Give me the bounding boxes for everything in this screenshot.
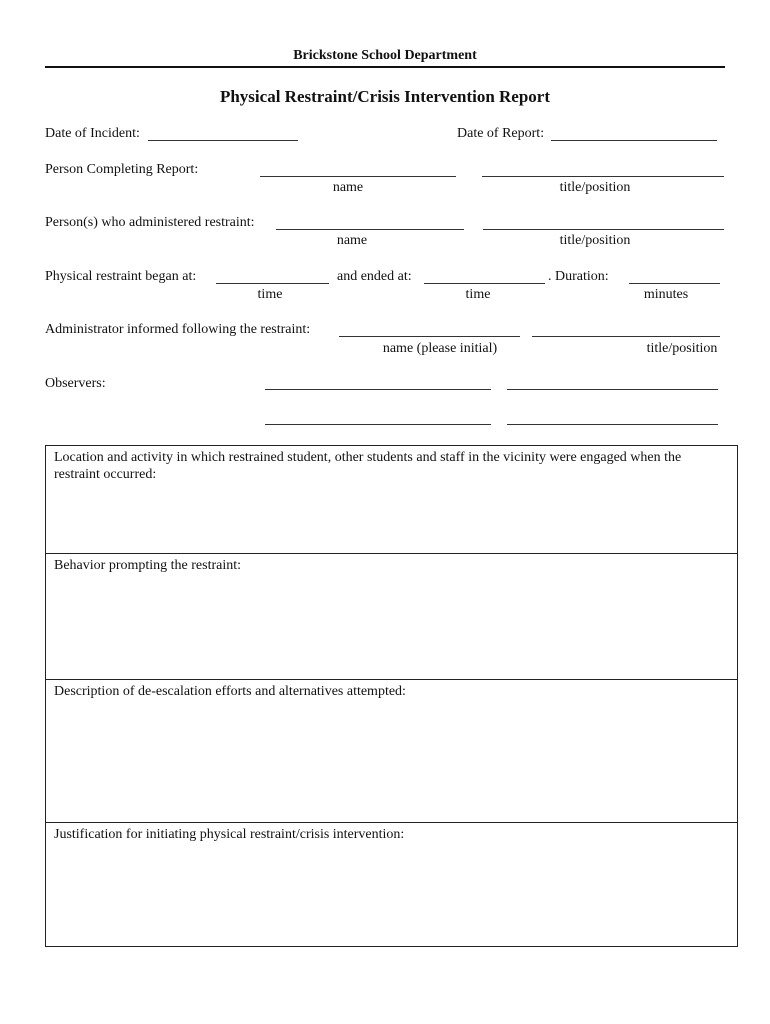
restraint-began-label: Physical restraint began at: — [45, 269, 197, 284]
observer-1-name-field[interactable] — [265, 389, 491, 390]
duration-field[interactable] — [629, 283, 720, 284]
observer-2-title-field[interactable] — [507, 424, 718, 425]
de-escalation-section[interactable] — [46, 680, 737, 823]
location-activity-section[interactable] — [46, 446, 737, 554]
observers-label: Observers: — [45, 376, 106, 391]
administrator-name-field[interactable] — [339, 336, 520, 337]
persons-administered-label: Person(s) who administered restraint: — [45, 215, 255, 230]
person-completing-name-field[interactable] — [260, 176, 456, 177]
restraint-began-field[interactable] — [216, 283, 329, 284]
narrative-sections — [45, 445, 738, 947]
behavior-section[interactable] — [46, 554, 737, 680]
ended-at-field[interactable] — [424, 283, 545, 284]
caption-name: name — [332, 180, 364, 195]
header-divider — [45, 66, 725, 68]
observer-2-name-field[interactable] — [265, 424, 491, 425]
justification-section[interactable] — [46, 823, 737, 946]
section-label: Justification for initiating physical restraint/crisis intervention: — [54, 827, 405, 842]
date-of-report-field[interactable] — [551, 140, 717, 141]
caption-name-initial: name (please initial) — [382, 341, 498, 356]
caption-name: name — [336, 233, 368, 248]
date-of-report-label: Date of Report: — [457, 126, 545, 141]
department-header: Brickstone School Department — [293, 48, 477, 63]
administrator-informed-label: Administrator informed following the restraint: — [45, 322, 311, 337]
section-label: Location and activity in which restrained student, other students and staff in the vicinity were engaged when the restraint occurred: — [54, 450, 682, 482]
page-title: Physical Restraint/Crisis Intervention Report — [219, 87, 551, 106]
persons-administered-name-field[interactable] — [276, 229, 464, 230]
date-of-incident-field[interactable] — [148, 140, 298, 141]
caption-title-position: title/position — [559, 233, 631, 248]
caption-title-position: title/position — [646, 341, 718, 356]
caption-minutes: minutes — [643, 287, 689, 302]
section-label: Behavior prompting the restraint: — [54, 558, 242, 573]
person-completing-label: Person Completing Report: — [45, 162, 199, 177]
person-completing-title-field[interactable] — [482, 176, 724, 177]
administrator-title-field[interactable] — [532, 336, 720, 337]
section-label: Description of de-escalation efforts and alternatives attempted: — [54, 684, 406, 699]
date-of-incident-label: Date of Incident: — [45, 126, 140, 141]
persons-administered-title-field[interactable] — [483, 229, 724, 230]
ended-at-label: and ended at: — [337, 269, 412, 284]
caption-title-position: title/position — [559, 180, 631, 195]
observer-1-title-field[interactable] — [507, 389, 718, 390]
caption-time: time — [257, 287, 283, 302]
duration-label: . Duration: — [548, 269, 609, 284]
caption-time: time — [465, 287, 491, 302]
